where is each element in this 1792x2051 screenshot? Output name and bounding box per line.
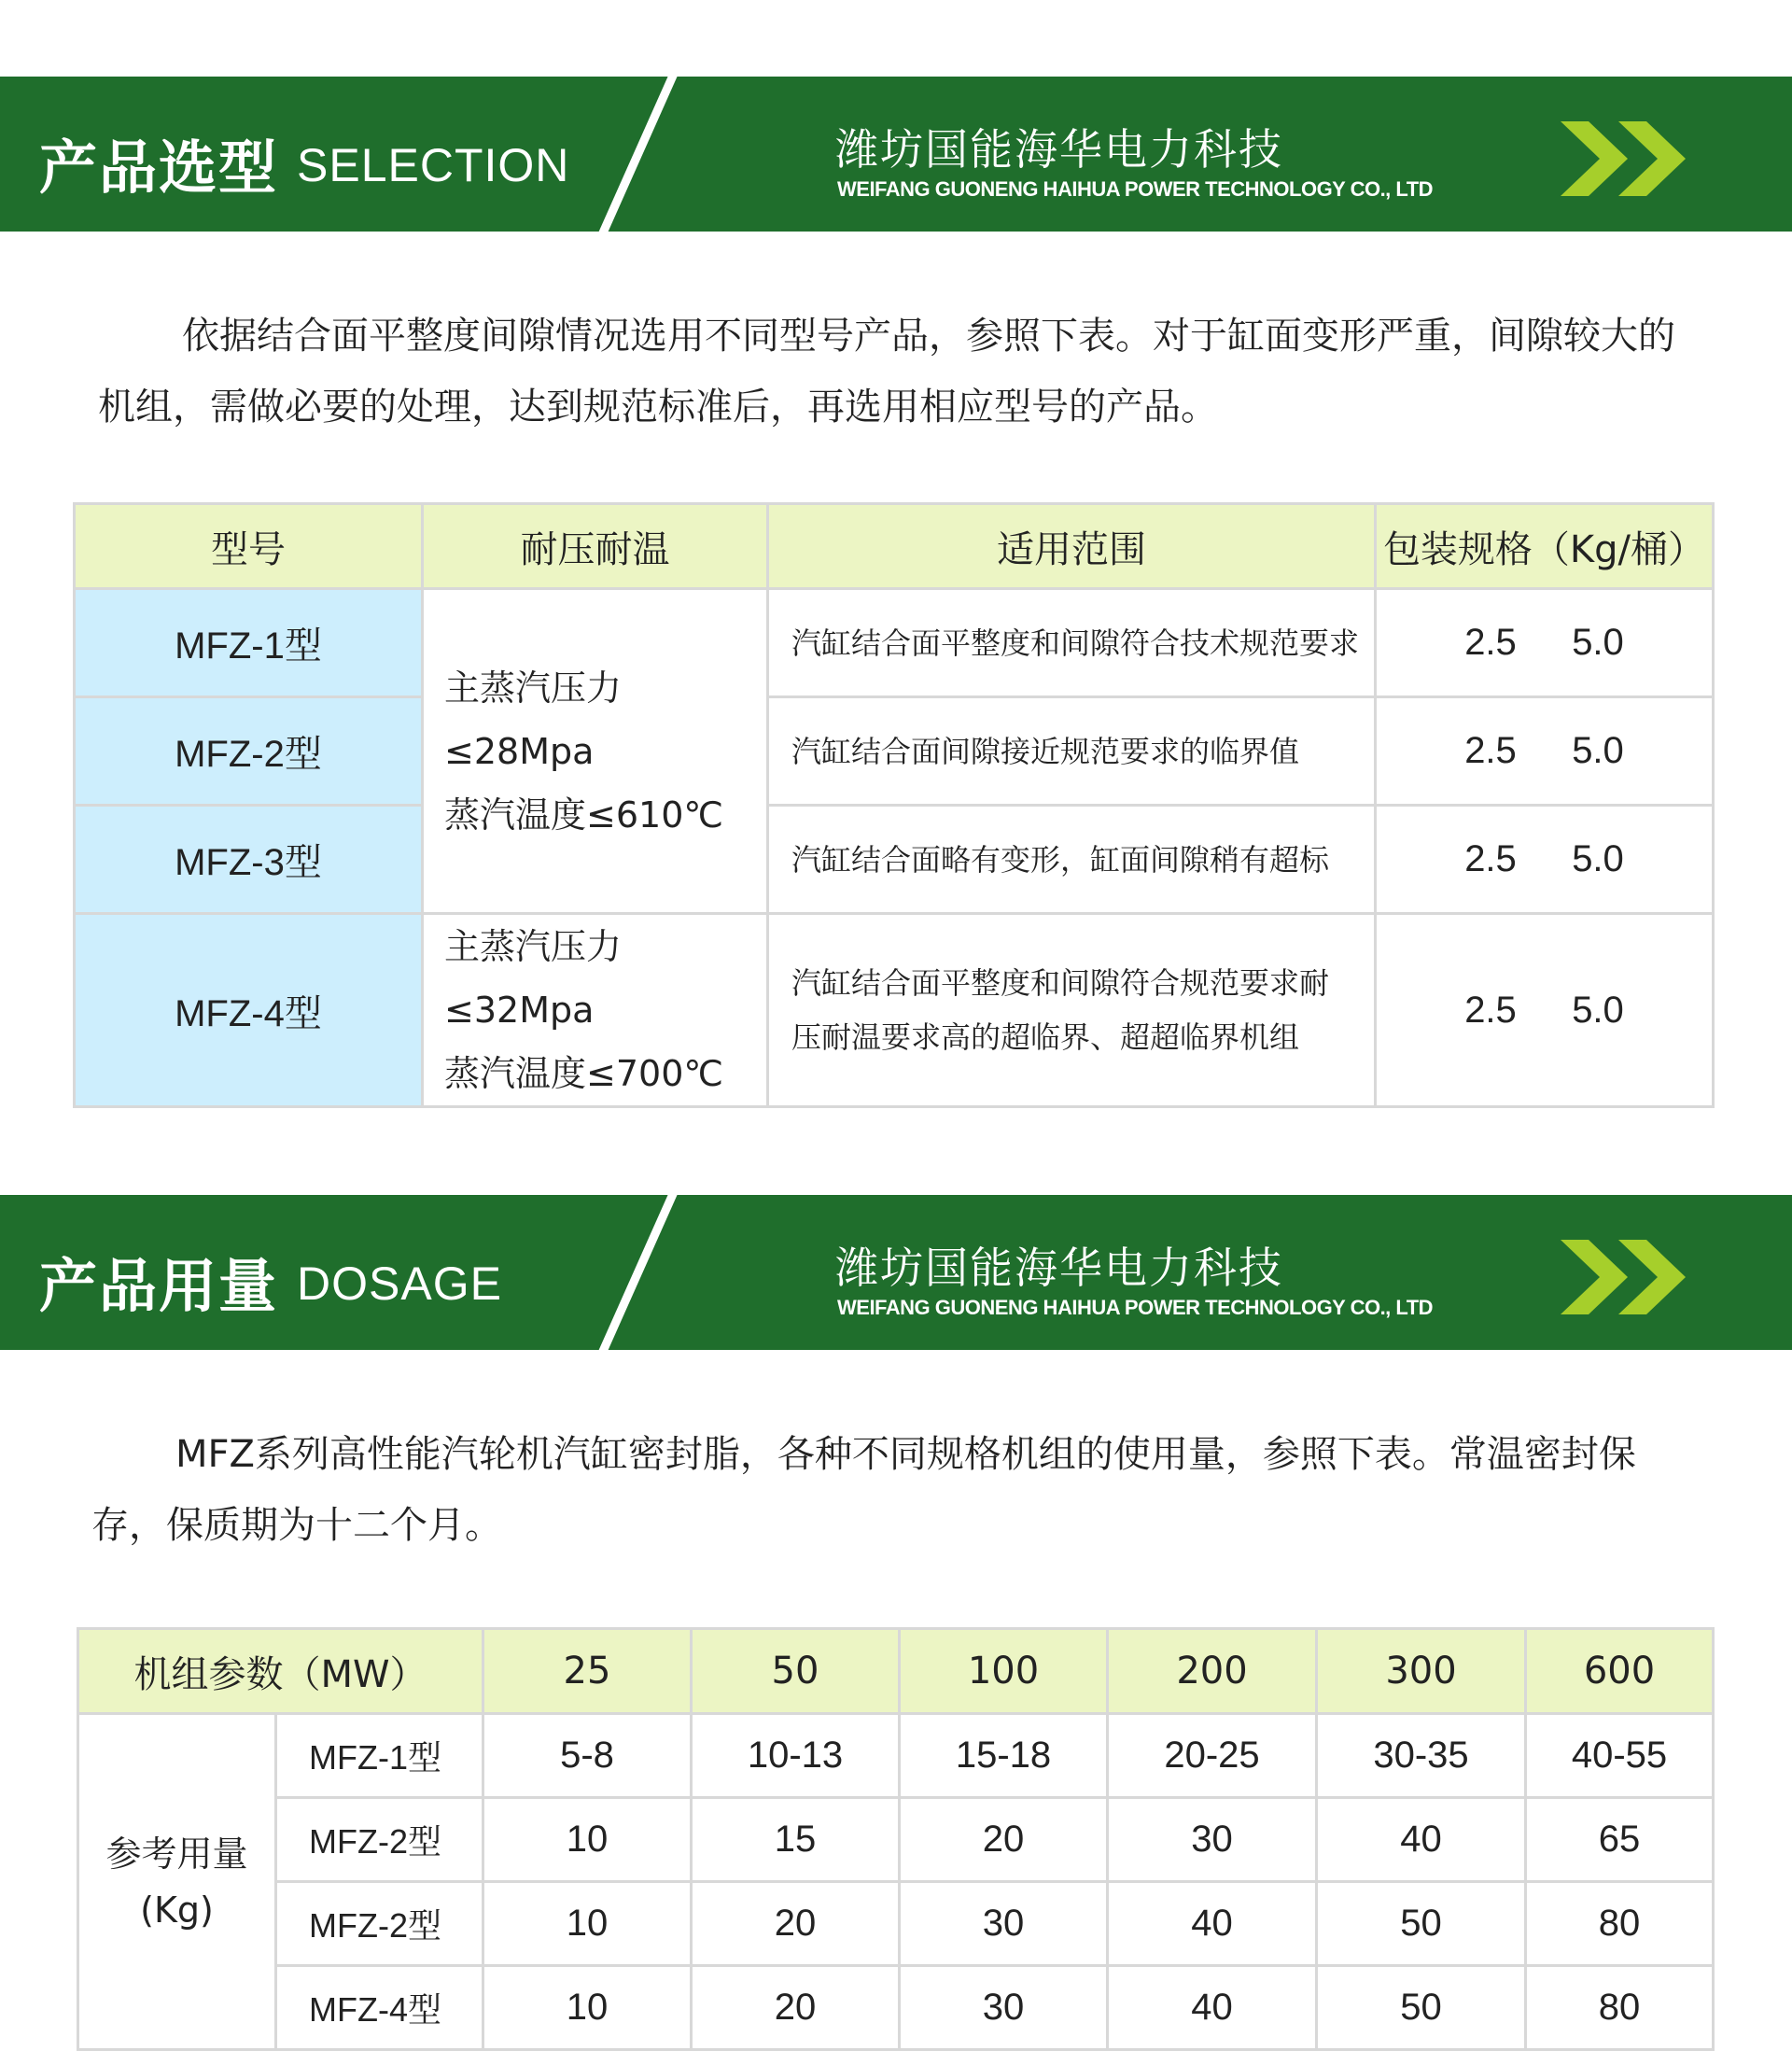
header-model: 型号 bbox=[75, 504, 423, 589]
dosage-value: 15-18 bbox=[900, 1714, 1108, 1798]
dosage-value: 50 bbox=[1317, 1882, 1526, 1966]
table-row bbox=[78, 1882, 1714, 1966]
dosage-value: 30 bbox=[900, 1966, 1108, 2050]
double-chevron-right-icon bbox=[1561, 121, 1701, 196]
model-cell: MFZ-1型 bbox=[75, 589, 423, 697]
dosage-value: 50 bbox=[1317, 1966, 1526, 2050]
dosage-value: 65 bbox=[1526, 1798, 1714, 1882]
table-row bbox=[75, 589, 1714, 697]
dosage-value: 5-8 bbox=[483, 1714, 692, 1798]
header-capacity: 50 bbox=[692, 1629, 900, 1714]
spec-cell bbox=[423, 914, 768, 1107]
pack-size-small: 2.5 bbox=[1464, 622, 1517, 663]
dosage-value: 15 bbox=[692, 1798, 900, 1882]
header-capacity: 200 bbox=[1108, 1629, 1317, 1714]
company-name-en: WEIFANG GUONENG HAIHUA POWER TECHNOLOGY CO., LTD bbox=[837, 177, 1434, 201]
spec-cell bbox=[423, 589, 768, 914]
pack-cell bbox=[1376, 806, 1714, 914]
selection-intro: 依据结合面平整度间隙情况选用不同型号产品，参照下表。对于缸面变形严重，间隙较大的机组，需做必要的处理，达到规范标准后，再选用相应型号的产品。 bbox=[98, 315, 1675, 428]
pack-size-small: 2.5 bbox=[1464, 730, 1517, 771]
dosage-value: 40 bbox=[1317, 1798, 1526, 1882]
scope-cell: 汽缸结合面间隙接近规范要求的临界值 bbox=[768, 697, 1376, 806]
model-cell: MFZ-4型 bbox=[75, 914, 423, 1107]
selection-banner bbox=[0, 77, 1792, 232]
dosage-en-title: DOSAGE bbox=[297, 1257, 502, 1310]
pressure-spec: 主蒸汽压力≤32Mpa bbox=[444, 926, 623, 1031]
double-chevron-right-icon bbox=[1561, 1240, 1701, 1314]
dosage-value: 40 bbox=[1108, 1966, 1317, 2050]
table-row bbox=[75, 914, 1714, 1107]
header-packaging: 包装规格（Kg/桶） bbox=[1376, 504, 1714, 589]
dosage-banner bbox=[0, 1195, 1792, 1350]
header-pressure-temp: 耐压耐温 bbox=[423, 504, 768, 589]
table-row bbox=[75, 697, 1714, 806]
banner-divider bbox=[589, 1186, 681, 1372]
pack-size-large: 5.0 bbox=[1572, 730, 1624, 771]
dosage-value: 20 bbox=[692, 1966, 900, 2050]
selection-table bbox=[73, 502, 1715, 1108]
model-cell: MFZ-3型 bbox=[75, 806, 423, 914]
company-name-cn: 潍坊国能海华电力科技 bbox=[835, 124, 1283, 175]
header-capacity: 600 bbox=[1526, 1629, 1714, 1714]
model-cell: MFZ-2型 bbox=[75, 697, 423, 806]
dosage-value: 80 bbox=[1526, 1882, 1714, 1966]
banner-divider bbox=[589, 67, 681, 254]
model-cell: MFZ-2型 bbox=[276, 1798, 483, 1882]
dosage-value: 10 bbox=[483, 1882, 692, 1966]
dosage-value: 30 bbox=[900, 1882, 1108, 1966]
scope-cell: 汽缸结合面平整度和间隙符合技术规范要求 bbox=[768, 589, 1376, 697]
reference-dosage-unit: (Kg) bbox=[140, 1889, 214, 1931]
dosage-value: 30-35 bbox=[1317, 1714, 1526, 1798]
header-capacity: 25 bbox=[483, 1629, 692, 1714]
dosage-cn-title: 产品用量 bbox=[39, 1252, 279, 1320]
dosage-intro: MFZ系列高性能汽轮机汽缸密封脂，各种不同规格机组的使用量，参照下表。常温密封保存，保质期为十二个月。 bbox=[91, 1433, 1636, 1547]
dosage-value: 40-55 bbox=[1526, 1714, 1714, 1798]
header-capacity: 100 bbox=[900, 1629, 1108, 1714]
reference-dosage-label bbox=[78, 1714, 276, 2050]
pressure-spec: 主蒸汽压力≤28Mpa bbox=[444, 667, 623, 772]
table-row bbox=[78, 1798, 1714, 1882]
dosage-value: 80 bbox=[1526, 1966, 1714, 2050]
dosage-value: 20 bbox=[900, 1798, 1108, 1882]
scope-cell: 汽缸结合面略有变形，缸面间隙稍有超标 bbox=[768, 806, 1376, 914]
selection-en-title: SELECTION bbox=[297, 139, 570, 191]
dosage-value: 40 bbox=[1108, 1882, 1317, 1966]
model-cell: MFZ-2型 bbox=[276, 1882, 483, 1966]
dosage-value: 20-25 bbox=[1108, 1714, 1317, 1798]
model-cell: MFZ-1型 bbox=[276, 1714, 483, 1798]
dosage-value: 10-13 bbox=[692, 1714, 900, 1798]
temperature-spec: 蒸汽温度≤700℃ bbox=[444, 1053, 724, 1094]
table-row bbox=[78, 1714, 1714, 1798]
pack-cell bbox=[1376, 697, 1714, 806]
company-name-cn: 潍坊国能海华电力科技 bbox=[835, 1243, 1283, 1293]
scope-cell: 汽缸结合面平整度和间隙符合规范要求耐压耐温要求高的超临界、超超临界机组 bbox=[768, 914, 1376, 1107]
pack-cell bbox=[1376, 589, 1714, 697]
table-row bbox=[75, 806, 1714, 914]
pack-size-large: 5.0 bbox=[1572, 622, 1624, 663]
pack-size-large: 5.0 bbox=[1572, 838, 1624, 879]
dosage-value: 30 bbox=[1108, 1798, 1317, 1882]
company-name-en: WEIFANG GUONENG HAIHUA POWER TECHNOLOGY CO., LTD bbox=[837, 1296, 1434, 1319]
pack-size-large: 5.0 bbox=[1572, 989, 1624, 1031]
table-row bbox=[78, 1966, 1714, 2050]
dosage-value: 20 bbox=[692, 1882, 900, 1966]
pack-size-small: 2.5 bbox=[1464, 838, 1517, 879]
dosage-value: 10 bbox=[483, 1966, 692, 2050]
pack-cell bbox=[1376, 914, 1714, 1107]
header-capacity-label: 机组参数（MW） bbox=[78, 1629, 483, 1714]
dosage-value: 10 bbox=[483, 1798, 692, 1882]
header-scope: 适用范围 bbox=[768, 504, 1376, 589]
reference-dosage-text: 参考用量 bbox=[105, 1833, 248, 1875]
dosage-table bbox=[77, 1627, 1715, 2051]
selection-cn-title: 产品选型 bbox=[39, 133, 279, 202]
header-capacity: 300 bbox=[1317, 1629, 1526, 1714]
model-cell: MFZ-4型 bbox=[276, 1966, 483, 2050]
pack-size-small: 2.5 bbox=[1464, 989, 1517, 1031]
temperature-spec: 蒸汽温度≤610℃ bbox=[444, 794, 724, 836]
